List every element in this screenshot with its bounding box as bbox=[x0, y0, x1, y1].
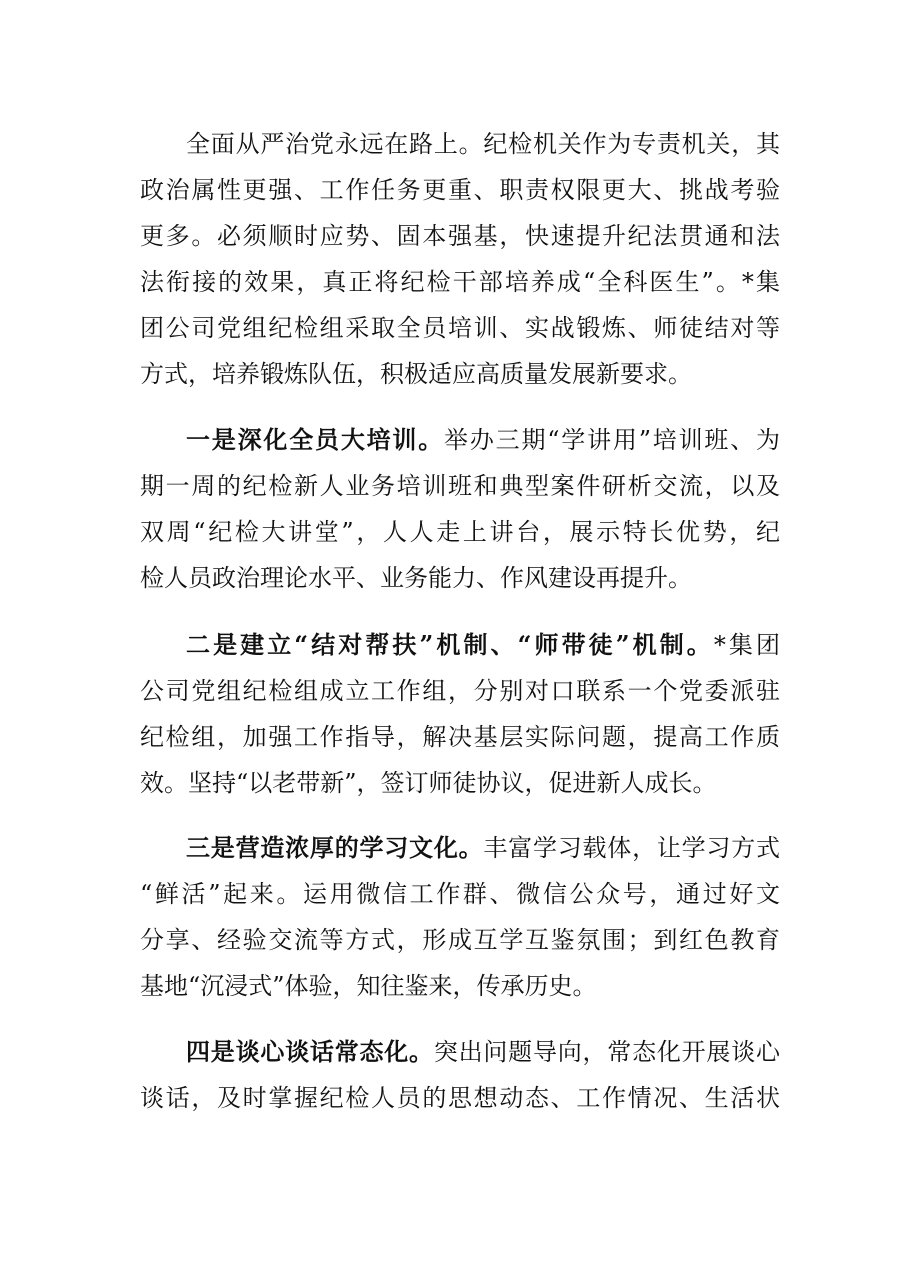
text-line: 谈话，及时掌握纪检人员的思想动态、工作情况、生活状 bbox=[140, 1084, 780, 1112]
text-line: 分享、经验交流等方式，形成互学互鉴氛围；到红色教育 bbox=[140, 926, 780, 954]
text-line: 双周“纪检大讲堂”，人人走上讲台，展示特长优势，纪 bbox=[140, 518, 780, 546]
point-heading: 一是深化全员大培训。 bbox=[186, 425, 445, 454]
text-line: 效。坚持“以老带新”，签订师徒协议，促进新人成长。 bbox=[140, 769, 717, 797]
point-heading: 二是建立“结对帮扶”机制、“师带徒”机制。 bbox=[186, 630, 714, 659]
text-line: 公司党组纪检组成立工作组，分别对口联系一个党委派驻 bbox=[140, 677, 780, 705]
text-line: 四是谈心谈话常态化。突出问题导向，常态化开展谈心 bbox=[186, 1037, 781, 1066]
text-line: 政治属性更强、工作任务更重、职责权限更大、挑战考验 bbox=[140, 176, 780, 204]
paragraph-point-one bbox=[140, 417, 780, 601]
paragraph-point-three bbox=[140, 825, 780, 1009]
text-line: 基地“沉浸式”体验，知往鉴来，传承历史。 bbox=[140, 972, 597, 1000]
text-line: 期一周的纪检新人业务培训班和典型案件研析交流，以及 bbox=[140, 472, 780, 500]
paragraph-point-four bbox=[140, 1029, 780, 1121]
paragraph-intro bbox=[140, 121, 780, 397]
text-line: 二是建立“结对帮扶”机制、“师带徒”机制。*集团 bbox=[186, 630, 780, 659]
text-line: 全面从严治党永远在路上。纪检机关作为专责机关，其 bbox=[186, 130, 780, 158]
paragraph-point-two bbox=[140, 622, 780, 806]
point-heading: 四是谈心谈话常态化。 bbox=[186, 1037, 434, 1066]
text-line: 一是深化全员大培训。举办三期“学讲用”培训班、为 bbox=[186, 425, 780, 454]
text-line: 法衔接的效果，真正将纪检干部培养成“全科医生”。*集 bbox=[140, 268, 780, 296]
text-line: 检人员政治理论水平、业务能力、作风建设再提升。 bbox=[140, 564, 692, 592]
text-line: 团公司党组纪检组采取全员培训、实战锻炼、师徒结对等 bbox=[140, 314, 780, 342]
text-line: 方式，培养锻炼队伍，积极适应高质量发展新要求。 bbox=[140, 360, 692, 388]
text-line: 更多。必须顺时应势、固本强基，快速提升纪法贯通和法 bbox=[140, 222, 780, 250]
text-line: 三是营造浓厚的学习文化。丰富学习载体，让学习方式 bbox=[186, 833, 780, 862]
text-line: 纪检组，加强工作指导，解决基层实际问题，提高工作质 bbox=[140, 723, 780, 751]
text-line: “鲜活”起来。运用微信工作群、微信公众号，通过好文 bbox=[140, 880, 780, 908]
point-heading: 三是营造浓厚的学习文化。 bbox=[186, 833, 484, 862]
